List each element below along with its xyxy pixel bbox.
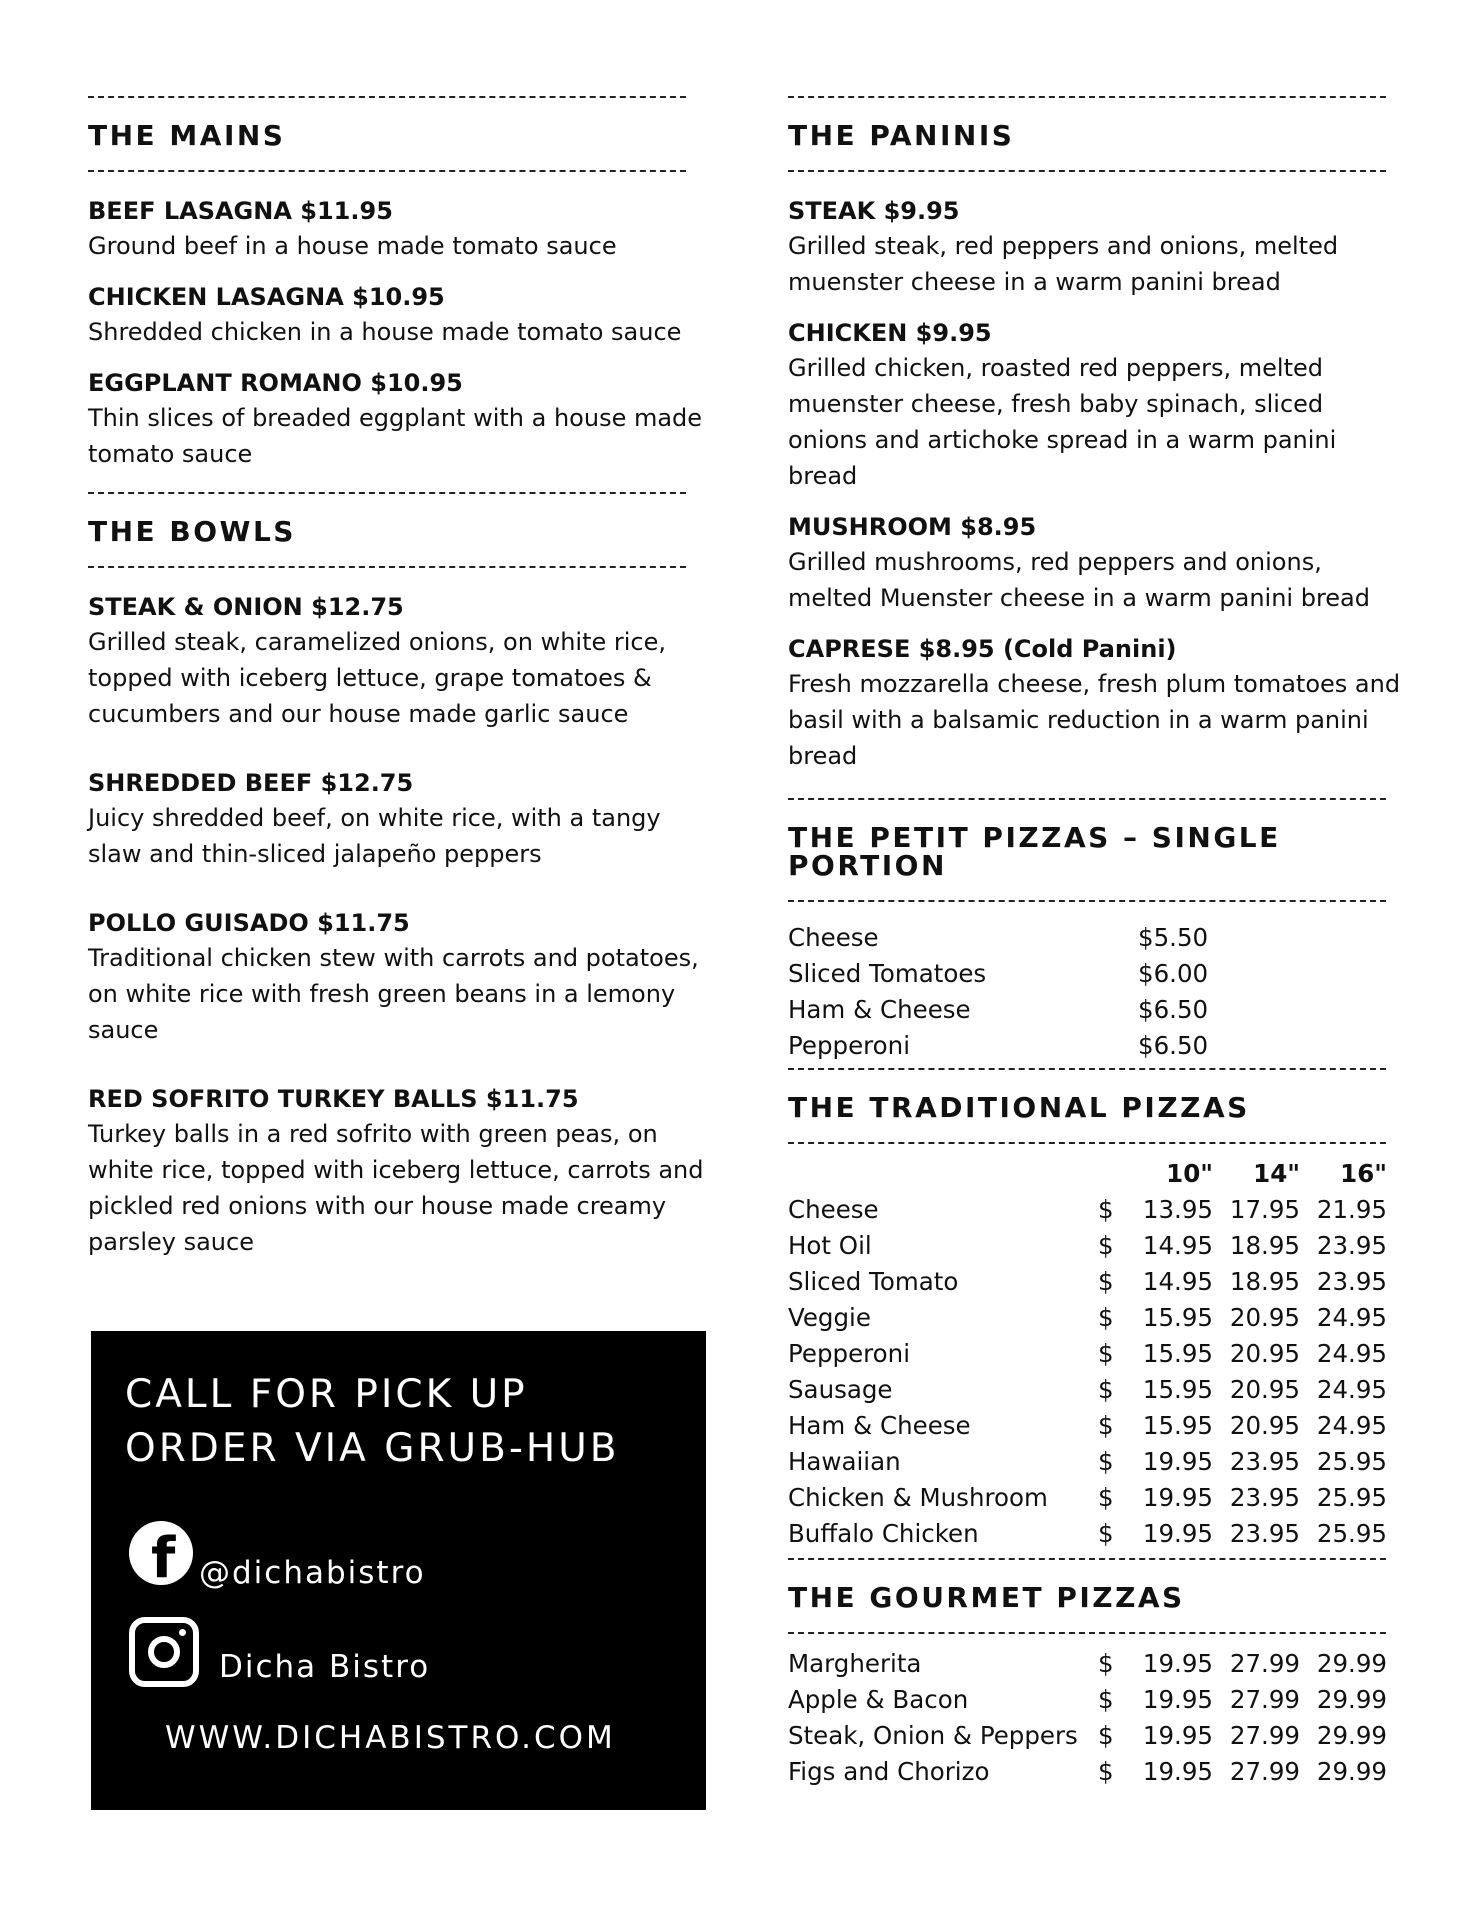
- item-name: STEAK & ONION $12.75: [88, 593, 404, 621]
- pizza-name: Ham & Cheese: [788, 995, 971, 1024]
- item-name: STEAK $9.95: [788, 197, 960, 225]
- price-14: 27.99: [1229, 1685, 1300, 1714]
- pizza-name: Pepperoni: [788, 1031, 911, 1060]
- facebook-row[interactable]: [129, 1521, 426, 1591]
- table-row: [788, 1516, 1387, 1552]
- price-10: 15.95: [1142, 1339, 1213, 1368]
- item-description: Grilled mushrooms, red peppers and onions, melted Muenster cheese in a warm panini bread: [788, 548, 1370, 612]
- item-description: Ground beef in a house made tomato sauce: [88, 232, 617, 260]
- table-row: [788, 920, 1208, 956]
- gourmet-pizza-table: [788, 1646, 1387, 1790]
- item-description: Juicy shredded beef, on white rice, with a tangy slaw and thin-sliced jalapeño peppers: [88, 804, 661, 868]
- currency: $: [1098, 1519, 1114, 1548]
- size-header: 10": [1166, 1159, 1213, 1188]
- dashed-divider: [788, 900, 1386, 902]
- price-10: 19.95: [1142, 1649, 1213, 1678]
- instagram-icon: [129, 1617, 199, 1687]
- table-row: [788, 1682, 1387, 1718]
- facebook-icon: f: [129, 1521, 193, 1585]
- price-14: 23.95: [1229, 1519, 1300, 1548]
- table-row: [788, 1192, 1387, 1228]
- table-row: [788, 1336, 1387, 1372]
- menu-item: [88, 194, 708, 264]
- price-14: 23.95: [1229, 1483, 1300, 1512]
- facebook-handle: @dichabistro: [199, 1555, 426, 1591]
- price-10: 19.95: [1142, 1685, 1213, 1714]
- traditional-pizza-table: [788, 1156, 1387, 1552]
- pizza-name: Veggie: [788, 1303, 871, 1332]
- price-16: 29.99: [1316, 1649, 1387, 1678]
- menu-item: [88, 590, 708, 732]
- dashed-divider: [88, 492, 686, 494]
- price-10: 19.95: [1142, 1483, 1213, 1512]
- item-name: RED SOFRITO TURKEY BALLS $11.75: [88, 1085, 579, 1113]
- mains-list: [88, 172, 708, 472]
- item-description: Grilled steak, caramelized onions, on white rice, topped with iceberg lettuce, grape tomatoes & cucumbers and our house made garlic sauce: [88, 628, 667, 728]
- price-16: 25.95: [1316, 1519, 1387, 1548]
- pizza-name: Sliced Tomatoes: [788, 959, 987, 988]
- currency: $: [1098, 1411, 1114, 1440]
- price-16: 23.95: [1316, 1267, 1387, 1296]
- currency: $: [1098, 1375, 1114, 1404]
- dashed-divider: [788, 1558, 1386, 1560]
- item-name: MUSHROOM $8.95: [788, 513, 1037, 541]
- pizza-name: Pepperoni: [788, 1339, 911, 1368]
- section-title-mains: THE MAINS: [88, 119, 286, 152]
- menu-item: [88, 766, 708, 872]
- table-row: [788, 1372, 1387, 1408]
- item-name: CHICKEN LASAGNA $10.95: [88, 283, 445, 311]
- table-row: [788, 1028, 1208, 1064]
- price-14: 20.95: [1229, 1339, 1300, 1368]
- table-row: [788, 1300, 1387, 1336]
- pizza-name: Ham & Cheese: [788, 1411, 971, 1440]
- menu-item: [88, 280, 708, 350]
- price-16: 25.95: [1316, 1447, 1387, 1476]
- pickup-text: CALL FOR PICK UP: [125, 1372, 528, 1417]
- table-row: [788, 1408, 1387, 1444]
- price-10: 15.95: [1142, 1375, 1213, 1404]
- item-name: CAPRESE $8.95 (Cold Panini): [788, 635, 1177, 663]
- instagram-name: Dicha Bistro: [219, 1649, 431, 1685]
- price-14: 17.95: [1229, 1195, 1300, 1224]
- pizza-name: Steak, Onion & Peppers: [788, 1721, 1078, 1750]
- website-link[interactable]: WWW.DICHABISTRO.COM: [165, 1720, 616, 1756]
- table-row: [788, 956, 1208, 992]
- item-name: POLLO GUISADO $11.75: [88, 909, 410, 937]
- pizza-name: Buffalo Chicken: [788, 1519, 979, 1548]
- price-16: 29.99: [1316, 1721, 1387, 1750]
- table-row: [788, 1718, 1387, 1754]
- price-16: 29.99: [1316, 1685, 1387, 1714]
- price-14: 20.95: [1229, 1375, 1300, 1404]
- item-description: Thin slices of breaded eggplant with a house made tomato sauce: [88, 404, 703, 468]
- size-header: 14": [1253, 1159, 1300, 1188]
- pizza-name: Margherita: [788, 1649, 922, 1678]
- price-14: 27.99: [1229, 1721, 1300, 1750]
- dashed-divider: [88, 96, 686, 98]
- size-header-row: [788, 1156, 1387, 1192]
- table-row: [788, 1228, 1387, 1264]
- pizza-name: Figs and Chorizo: [788, 1757, 990, 1786]
- item-description: Traditional chicken stew with carrots and potatoes, on white rice with fresh green beans in a lemony sauce: [88, 944, 699, 1044]
- grubhub-text: ORDER VIA GRUB-HUB: [125, 1426, 620, 1471]
- price-10: 19.95: [1142, 1447, 1213, 1476]
- pizza-name: Cheese: [788, 923, 879, 952]
- table-row: [788, 1754, 1387, 1790]
- item-description: Fresh mozzarella cheese, fresh plum tomatoes and basil with a balsamic reduction in a warm panini bread: [788, 670, 1401, 770]
- dashed-divider: [788, 798, 1386, 800]
- price-16: 24.95: [1316, 1339, 1387, 1368]
- item-name: EGGPLANT ROMANO $10.95: [88, 369, 463, 397]
- menu-item: [88, 906, 708, 1048]
- dashed-divider: [788, 1632, 1386, 1634]
- right-column: [788, 96, 1408, 1790]
- pizza-name: Apple & Bacon: [788, 1685, 969, 1714]
- pizza-price: $6.50: [1138, 1031, 1209, 1060]
- price-16: 24.95: [1316, 1303, 1387, 1332]
- price-10: 15.95: [1142, 1411, 1213, 1440]
- currency: $: [1098, 1447, 1114, 1476]
- dashed-divider: [788, 1068, 1386, 1070]
- pizza-price: $6.50: [1138, 995, 1209, 1024]
- table-row: [788, 1646, 1387, 1682]
- currency: $: [1098, 1339, 1114, 1368]
- price-10: 13.95: [1142, 1195, 1213, 1224]
- currency: $: [1098, 1231, 1114, 1260]
- paninis-list: [788, 172, 1408, 774]
- currency: $: [1098, 1195, 1114, 1224]
- price-10: 19.95: [1142, 1519, 1213, 1548]
- item-description: Turkey balls in a red sofrito with green peas, on white rice, topped with iceberg lettuce, carrots and pickled red onions with our house made creamy parsley sauce: [88, 1120, 704, 1256]
- size-header: 16": [1340, 1159, 1387, 1188]
- menu-item: [788, 632, 1408, 774]
- bowls-list: [88, 568, 708, 1260]
- pizza-price: $5.50: [1138, 923, 1209, 952]
- pizza-name: Chicken & Mushroom: [788, 1483, 1048, 1512]
- currency: $: [1098, 1483, 1114, 1512]
- price-14: 18.95: [1229, 1231, 1300, 1260]
- currency: $: [1098, 1685, 1114, 1714]
- item-description: Grilled steak, red peppers and onions, melted muenster cheese in a warm panini bread: [788, 232, 1339, 296]
- pizza-name: Hawaiian: [788, 1447, 901, 1476]
- price-10: 14.95: [1142, 1267, 1213, 1296]
- menu-item: [88, 366, 708, 472]
- table-row: [788, 1444, 1387, 1480]
- price-14: 27.99: [1229, 1649, 1300, 1678]
- currency: $: [1098, 1303, 1114, 1332]
- table-row: [788, 992, 1208, 1028]
- menu-item: [88, 1082, 708, 1260]
- currency: $: [1098, 1757, 1114, 1786]
- price-10: 15.95: [1142, 1303, 1213, 1332]
- currency: $: [1098, 1721, 1114, 1750]
- section-title-gourmet-pizzas: THE GOURMET PIZZAS: [788, 1581, 1185, 1614]
- currency: $: [1098, 1267, 1114, 1296]
- item-name: SHREDDED BEEF $12.75: [88, 769, 414, 797]
- section-title-bowls: THE BOWLS: [88, 515, 296, 548]
- price-16: 24.95: [1316, 1411, 1387, 1440]
- price-14: 20.95: [1229, 1303, 1300, 1332]
- price-16: 21.95: [1316, 1195, 1387, 1224]
- price-10: 19.95: [1142, 1757, 1213, 1786]
- price-14: 20.95: [1229, 1411, 1300, 1440]
- pizza-name: Cheese: [788, 1195, 879, 1224]
- price-14: 27.99: [1229, 1757, 1300, 1786]
- dashed-divider: [788, 96, 1386, 98]
- menu-item: [788, 510, 1408, 616]
- price-10: 19.95: [1142, 1721, 1213, 1750]
- dashed-divider: [788, 1142, 1386, 1144]
- pizza-name: Hot Oil: [788, 1231, 872, 1260]
- instagram-row[interactable]: [129, 1617, 430, 1687]
- pizza-name: Sliced Tomato: [788, 1267, 959, 1296]
- section-title-traditional-pizzas: THE TRADITIONAL PIZZAS: [788, 1091, 1250, 1124]
- left-column: [88, 96, 708, 1294]
- petit-pizza-table: [788, 920, 1208, 1064]
- price-10: 14.95: [1142, 1231, 1213, 1260]
- price-16: 24.95: [1316, 1375, 1387, 1404]
- section-title-paninis: THE PANINIS: [788, 119, 1015, 152]
- pizza-price: $6.00: [1138, 959, 1209, 988]
- pizza-name: Sausage: [788, 1375, 893, 1404]
- price-16: 23.95: [1316, 1231, 1387, 1260]
- price-16: 29.99: [1316, 1757, 1387, 1786]
- contact-info-box: [91, 1331, 706, 1810]
- section-title-petit-pizzas: THE PETIT PIZZAS – SINGLE PORTION: [788, 821, 1281, 882]
- item-description: Grilled chicken, roasted red peppers, melted muenster cheese, fresh baby spinach, sliced onions and artichoke spread in a warm panini bread: [788, 354, 1337, 490]
- menu-item: [788, 194, 1408, 300]
- currency: $: [1098, 1649, 1114, 1678]
- table-row: [788, 1480, 1387, 1516]
- item-name: CHICKEN $9.95: [788, 319, 992, 347]
- price-14: 18.95: [1229, 1267, 1300, 1296]
- price-14: 23.95: [1229, 1447, 1300, 1476]
- item-description: Shredded chicken in a house made tomato sauce: [88, 318, 682, 346]
- item-name: BEEF LASAGNA $11.95: [88, 197, 393, 225]
- menu-item: [788, 316, 1408, 494]
- table-row: [788, 1264, 1387, 1300]
- price-16: 25.95: [1316, 1483, 1387, 1512]
